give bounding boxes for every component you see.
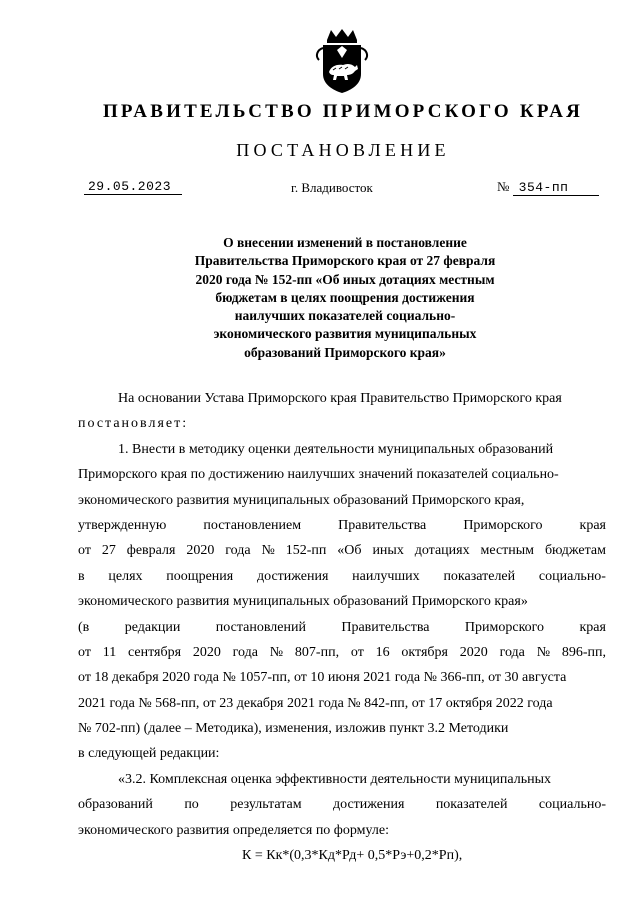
text-line: экономического развития определяется по формуле: — [78, 822, 390, 838]
text-line: № 702-пп) (далее – Методика), изменения, изложив пункт 3.2 Методики — [78, 721, 509, 737]
word: Правительства — [341, 619, 430, 635]
word: 152-пп — [285, 543, 327, 559]
tiger-shield-icon — [313, 28, 371, 94]
word: 896-пп, — [561, 644, 606, 660]
word: «Об — [337, 543, 362, 559]
word: от — [78, 644, 91, 660]
document-city: г. Владивосток — [291, 180, 373, 195]
heading-line: экономического развития муниципальных — [213, 326, 477, 342]
word: дотациях — [414, 543, 470, 559]
number-label: № — [497, 179, 510, 194]
text-line — [78, 564, 606, 589]
word: февраля — [126, 543, 176, 559]
word: целях — [108, 568, 143, 584]
heading-line: бюджетам в целях поощрения достижения — [215, 289, 475, 305]
document-body — [78, 386, 606, 868]
text-line: «3.2. Комплексная оценка эффективности деятельности муниципальных — [118, 771, 552, 787]
coat-of-arms-emblem — [313, 28, 371, 94]
document-heading — [150, 234, 540, 362]
number-value: 354-пп — [513, 180, 599, 196]
text-line — [78, 615, 606, 640]
word: показателей — [435, 797, 508, 813]
word: № — [269, 644, 284, 660]
word: края — [579, 517, 606, 533]
word: 2020 — [459, 644, 488, 660]
word: 807-пп, — [294, 644, 340, 660]
word: бюджетам — [544, 543, 606, 559]
text-line: экономического развития муниципальных образований Приморского края» — [78, 594, 528, 610]
word: от — [78, 543, 91, 559]
word: достижения — [256, 568, 329, 584]
word: достижения — [332, 797, 405, 813]
text-line — [78, 792, 606, 817]
formula: К = Кк*(0,3*Кд*Рд+ 0,5*Рэ+0,2*Рп), — [242, 848, 463, 864]
word: № — [536, 644, 551, 660]
word: местным — [480, 543, 535, 559]
word: Приморского — [464, 619, 545, 635]
word: года — [232, 644, 258, 660]
word: октября — [401, 644, 448, 660]
text-line: Приморского края по достижению наилучших значений показателей социально- — [78, 467, 559, 483]
document-type: ПОСТАНОВЛЕНИЕ — [236, 140, 450, 160]
word: поощрения — [166, 568, 234, 584]
resolution-word: постановляет: — [78, 416, 189, 432]
text-line: в следующей редакции: — [78, 746, 220, 762]
word: 11 — [102, 644, 117, 660]
word: постановлением — [203, 517, 302, 533]
preamble-line: На основании Устава Приморского края Правительство Приморского края — [118, 391, 562, 406]
text-line: от 18 декабря 2020 года № 1057-пп, от 10 июня 2021 года № 366-пп, от 30 августа — [78, 670, 567, 686]
word: года — [499, 644, 525, 660]
document-number — [497, 179, 605, 196]
text-line — [78, 513, 606, 538]
word: Приморского — [463, 517, 543, 533]
word: от — [350, 644, 364, 660]
word: края — [579, 619, 606, 635]
text-line — [78, 538, 606, 563]
word: в — [78, 568, 85, 584]
word: (в — [78, 619, 90, 635]
heading-line: Правительства Приморского края от 27 февраля — [194, 253, 496, 269]
word: наилучших — [352, 568, 420, 584]
word: сентября — [128, 644, 182, 660]
heading-line: О внесении изменений в постановление — [223, 235, 467, 250]
word: показателей — [443, 568, 516, 584]
text-line — [78, 640, 606, 665]
word: результатам — [230, 797, 302, 813]
word: социально- — [538, 568, 606, 584]
word: по — [184, 797, 199, 813]
heading-line: образований Приморского края» — [244, 344, 446, 360]
word: 16 — [375, 644, 390, 660]
word: 2020 — [186, 543, 215, 559]
word: 2020 — [192, 644, 221, 660]
word: утвержденную — [78, 517, 167, 533]
government-title: ПРАВИТЕЛЬСТВО ПРИМОРСКОГО КРАЯ — [102, 101, 584, 122]
word: Правительства — [338, 517, 427, 533]
heading-line: наилучших показателей социально- — [234, 308, 456, 324]
heading-line: 2020 года № 152-пп «Об иных дотациях местным — [195, 271, 495, 287]
word: иных — [372, 543, 404, 559]
document-date: 29.05.2023 — [84, 179, 182, 195]
word: редакции — [124, 619, 181, 635]
paragraph-3-2 — [78, 767, 606, 843]
word: постановлений — [215, 619, 306, 635]
word: образований — [78, 797, 153, 813]
text-line: 1. Внести в методику оценки деятельности муниципальных образований — [118, 441, 554, 457]
word: 27 — [101, 543, 116, 559]
text-line: экономического развития муниципальных образований Приморского края, — [78, 492, 525, 508]
paragraph-1 — [78, 437, 606, 767]
word: № — [261, 543, 275, 559]
word: социально- — [538, 797, 606, 813]
text-line: 2021 года № 568-пп, от 23 декабря 2021 года № 842-пп, от 17 октября 2022 года — [78, 695, 553, 711]
word: года — [225, 543, 251, 559]
